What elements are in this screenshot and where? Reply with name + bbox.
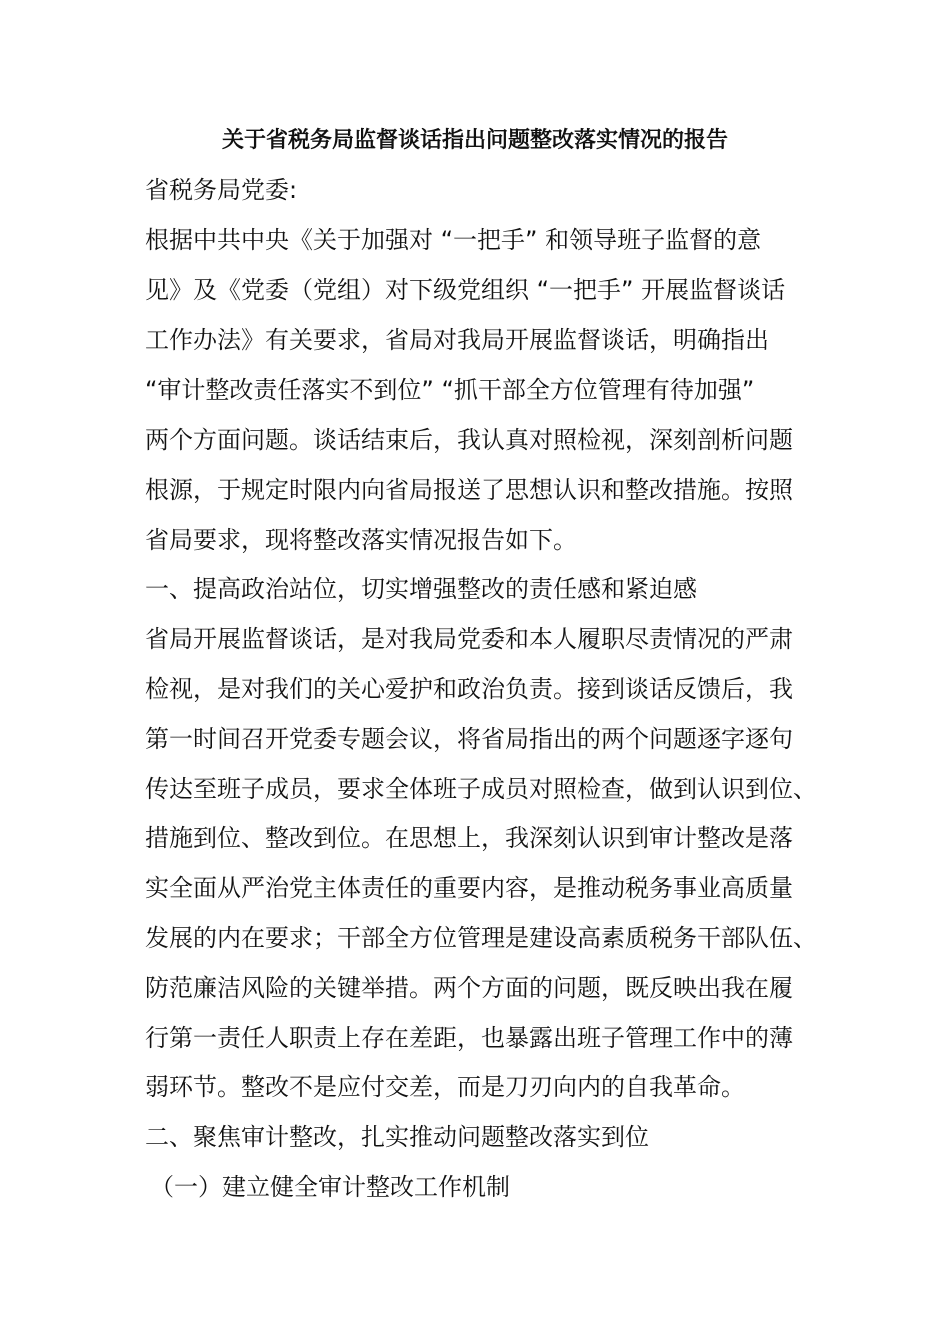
body-line: 第一时间召开党委专题会议，将省局指出的两个问题逐字逐句 (145, 725, 793, 753)
body-line: 两个方面问题。谈话结束后，我认真对照检视，深刻剖析问题 (145, 426, 793, 454)
section-heading-1: 一、提高政治站位，切实增强整改的责任感和紧迫感 (145, 575, 697, 603)
body-line: 工作办法》有关要求，省局对我局开展监督谈话，明确指出 (145, 326, 769, 354)
document-title: 关于省税务局监督谈话指出问题整改落实情况的报告 (221, 128, 728, 153)
body-line: 措施到位、整改到位。在思想上，我深刻认识到审计整改是落 (145, 824, 793, 852)
body-line: 见》及《党委（党组）对下级党组织 “一把手” 开展监督谈话 (145, 276, 786, 304)
body-line: 根据中共中央《关于加强对 “一把手” 和领导班子监督的意 (145, 226, 762, 254)
subsection-heading: （一）建立健全审计整改工作机制 (150, 1173, 510, 1201)
section-heading-2: 二、聚焦审计整改，扎实推动问题整改落实到位 (145, 1123, 649, 1151)
body-line: 检视，是对我们的关心爱护和政治负责。接到谈话反馈后，我 (145, 675, 793, 703)
body-line: 发展的内在要求；干部全方位管理是建设高素质税务干部队伍、 (145, 924, 817, 952)
body-line: 根源，于规定时限内向省局报送了思想认识和整改措施。按照 (145, 476, 793, 504)
body-line: 防范廉洁风险的关键举措。两个方面的问题，既反映出我在履 (145, 974, 793, 1002)
salutation: 省税务局党委: (145, 176, 298, 204)
body-line: 省局开展监督谈话，是对我局党委和本人履职尽责情况的严肃 (145, 625, 793, 653)
body-line: 弱环节。整改不是应付交差，而是刀刃向内的自我革命。 (145, 1073, 745, 1101)
body-line: 省局要求，现将整改落实情况报告如下。 (145, 526, 577, 554)
body-line: “审计整改责任落实不到位” “抓干部全方位管理有待加强” (145, 376, 755, 404)
body-line: 传达至班子成员，要求全体班子成员对照检查，做到认识到位、 (145, 775, 817, 803)
body-line: 实全面从严治党主体责任的重要内容，是推动税务事业高质量 (145, 874, 793, 902)
body-line: 行第一责任人职责上存在差距，也暴露出班子管理工作中的薄 (145, 1024, 793, 1052)
